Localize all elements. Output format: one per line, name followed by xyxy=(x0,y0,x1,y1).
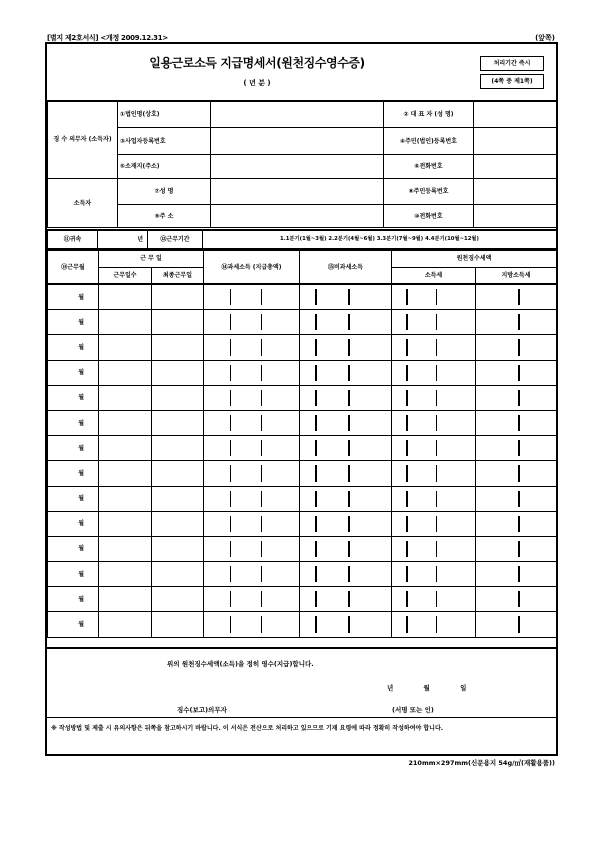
digit-separator xyxy=(261,541,262,557)
signature-field[interactable]: (서명 또는 인) xyxy=(392,706,434,714)
digit-separator xyxy=(230,591,231,607)
digit-separator xyxy=(436,314,437,330)
nontax-cell[interactable] xyxy=(300,284,392,310)
digit-separator xyxy=(406,415,407,431)
digit-separator xyxy=(436,491,437,507)
digit-separator xyxy=(348,314,349,330)
days-last-cell[interactable] xyxy=(152,284,204,310)
income-tax-cell[interactable] xyxy=(392,410,476,435)
pay-cell[interactable] xyxy=(204,536,300,561)
digit-separator xyxy=(261,566,262,582)
nontax-cell[interactable] xyxy=(300,562,392,587)
payer-sign-label: 징수(보고)의무자 xyxy=(177,706,227,714)
table-row xyxy=(48,360,557,385)
days-total-cell[interactable] xyxy=(99,612,152,637)
pay-cell[interactable] xyxy=(204,587,300,612)
earner-phone-field[interactable] xyxy=(474,205,557,228)
income-tax-cell[interactable] xyxy=(392,587,476,612)
digit-separator xyxy=(436,289,437,305)
local-tax-cell[interactable] xyxy=(476,335,557,360)
pay-cell[interactable] xyxy=(204,486,300,511)
digit-separator xyxy=(315,289,316,305)
digit-separator xyxy=(348,465,349,481)
table-row xyxy=(48,461,557,486)
digit-separator xyxy=(348,440,349,456)
year-label: ⑪귀속 xyxy=(48,230,98,248)
digit-separator xyxy=(436,591,437,607)
digit-separator xyxy=(261,314,262,330)
table-row xyxy=(48,536,557,561)
days-last-cell[interactable] xyxy=(152,612,204,637)
days-last-cell[interactable] xyxy=(152,335,204,360)
digit-separator xyxy=(348,541,349,557)
digit-separator xyxy=(261,491,262,507)
digit-separator xyxy=(436,365,437,381)
representative-field[interactable] xyxy=(474,101,557,128)
digit-separator xyxy=(230,440,231,456)
digit-separator xyxy=(436,440,437,456)
info-table xyxy=(47,100,557,228)
days-total-cell[interactable] xyxy=(99,436,152,461)
digit-separator xyxy=(436,516,437,532)
digit-separator xyxy=(436,415,437,431)
business-no-field[interactable] xyxy=(211,128,384,155)
digit-separator xyxy=(518,390,519,406)
digit-separator xyxy=(406,365,407,381)
digit-separator xyxy=(315,541,316,557)
paper-spec: 210mm×297mm(신문용지 54g/㎡(재활용품)) xyxy=(408,759,555,767)
days-total-cell[interactable] xyxy=(99,461,152,486)
digit-separator xyxy=(436,465,437,481)
digit-separator xyxy=(518,365,519,381)
month-cell: 월 xyxy=(48,310,99,335)
phone-field[interactable] xyxy=(474,155,557,179)
digit-separator xyxy=(230,465,231,481)
earner-phone-label: ⑩전화번호 xyxy=(384,205,474,228)
table-row xyxy=(48,587,557,612)
digit-separator xyxy=(406,516,407,532)
digit-separator xyxy=(261,465,262,481)
local-tax-cell[interactable] xyxy=(476,436,557,461)
table-row xyxy=(48,284,557,310)
days-last-cell[interactable] xyxy=(152,511,204,536)
earner-label: 소득자 xyxy=(48,179,118,228)
days-last-cell[interactable] xyxy=(152,536,204,561)
digit-separator xyxy=(230,566,231,582)
digit-separator xyxy=(518,440,519,456)
digit-separator xyxy=(261,591,262,607)
local-tax-cell[interactable] xyxy=(476,385,557,410)
digit-separator xyxy=(406,314,407,330)
days-total-cell[interactable] xyxy=(99,587,152,612)
table-row xyxy=(48,486,557,511)
signature-area xyxy=(47,647,556,719)
digit-separator xyxy=(406,491,407,507)
digit-separator xyxy=(518,491,519,507)
digit-separator xyxy=(230,314,231,330)
digit-separator xyxy=(230,365,231,381)
local-tax-cell[interactable] xyxy=(476,562,557,587)
quarter-label: ⑫근무기간 xyxy=(148,230,203,248)
digit-separator xyxy=(315,314,316,330)
form-title: 일용근로소득 지급명세서(원천징수영수증) xyxy=(149,56,365,70)
digit-separator xyxy=(518,314,519,330)
digit-separator xyxy=(261,516,262,532)
page-indicator: (앞쪽) xyxy=(535,34,555,42)
digit-separator xyxy=(518,289,519,305)
month-cell: 월 xyxy=(48,486,99,511)
form-subtitle: ( 년 분 ) xyxy=(243,79,271,87)
digit-separator xyxy=(406,465,407,481)
digit-separator xyxy=(261,415,262,431)
digit-separator xyxy=(315,390,316,406)
digit-separator xyxy=(315,491,316,507)
income-tax-header: 소득세 xyxy=(392,267,476,284)
table-row xyxy=(48,436,557,461)
digit-separator xyxy=(261,289,262,305)
income-tax-cell[interactable] xyxy=(392,612,476,637)
earner-id-label: ⑧주민등록번호 xyxy=(384,179,474,205)
income-tax-cell[interactable] xyxy=(392,385,476,410)
digit-separator xyxy=(230,289,231,305)
digit-separator xyxy=(230,541,231,557)
days-last-cell[interactable] xyxy=(152,410,204,435)
days-total-cell[interactable] xyxy=(99,335,152,360)
digit-separator xyxy=(518,566,519,582)
month-cell: 월 xyxy=(48,385,99,410)
income-tax-cell[interactable] xyxy=(392,461,476,486)
digit-separator xyxy=(406,339,407,355)
days-total-cell[interactable] xyxy=(99,385,152,410)
digit-separator xyxy=(436,566,437,582)
digit-separator xyxy=(315,566,316,582)
earner-id-field[interactable] xyxy=(474,179,557,205)
local-tax-cell[interactable] xyxy=(476,310,557,335)
days-last-cell[interactable] xyxy=(152,587,204,612)
income-tax-cell[interactable] xyxy=(392,536,476,561)
digit-separator xyxy=(436,390,437,406)
local-tax-cell[interactable] xyxy=(476,284,557,310)
digit-separator xyxy=(406,390,407,406)
digit-separator xyxy=(348,566,349,582)
table-row xyxy=(48,562,557,587)
work-days-header: 근 무 일 xyxy=(99,250,204,267)
table-row xyxy=(48,310,557,335)
digit-separator xyxy=(315,465,316,481)
nontax-cell[interactable] xyxy=(300,310,392,335)
digit-separator xyxy=(518,616,519,632)
month-col-header: ⑬근무월 xyxy=(48,250,99,284)
income-tax-cell[interactable] xyxy=(392,284,476,310)
digit-separator xyxy=(518,516,519,532)
nontax-cell[interactable] xyxy=(300,335,392,360)
table-row xyxy=(48,511,557,536)
local-tax-cell[interactable] xyxy=(476,486,557,511)
digit-separator xyxy=(436,541,437,557)
digit-separator xyxy=(348,491,349,507)
digit-separator xyxy=(315,415,316,431)
pay-cell[interactable] xyxy=(204,360,300,385)
days-total-cell[interactable] xyxy=(99,310,152,335)
digit-separator xyxy=(230,390,231,406)
digit-separator xyxy=(518,591,519,607)
month-cell: 월 xyxy=(48,562,99,587)
digit-separator xyxy=(518,415,519,431)
income-tax-cell[interactable] xyxy=(392,310,476,335)
address-label: ⑤소재지(주소) xyxy=(118,155,211,179)
nontax-cell[interactable] xyxy=(300,511,392,536)
days-total-cell[interactable] xyxy=(99,511,152,536)
income-tax-cell[interactable] xyxy=(392,511,476,536)
nontax-cell[interactable] xyxy=(300,385,392,410)
receipt-statement: 위의 원천징수세액(소득)을 정히 영수(지급)합니다. xyxy=(167,660,314,668)
withholding-form xyxy=(45,42,558,756)
nontax-col-header: ⑮비과세소득 xyxy=(300,250,392,284)
month-cell: 월 xyxy=(48,360,99,385)
days-last-header: 최종근무일 xyxy=(152,267,204,284)
digit-separator xyxy=(406,541,407,557)
earner-name-label: ⑦성 명 xyxy=(118,179,211,205)
table-row xyxy=(48,385,557,410)
digit-separator xyxy=(230,415,231,431)
digit-separator xyxy=(315,591,316,607)
days-last-cell[interactable] xyxy=(152,486,204,511)
income-tax-cell[interactable] xyxy=(392,562,476,587)
address-field[interactable] xyxy=(211,155,384,179)
local-tax-cell[interactable] xyxy=(476,410,557,435)
table-row xyxy=(48,612,557,637)
form-number: [별지 제2호서식] <개정 2009.12.31> xyxy=(47,34,168,42)
month-cell: 월 xyxy=(48,461,99,486)
pay-cell[interactable] xyxy=(204,310,300,335)
digit-separator xyxy=(315,440,316,456)
local-tax-cell[interactable] xyxy=(476,587,557,612)
digit-separator xyxy=(436,616,437,632)
digit-separator xyxy=(436,339,437,355)
nontax-cell[interactable] xyxy=(300,587,392,612)
digit-separator xyxy=(406,566,407,582)
income-tax-cell[interactable] xyxy=(392,486,476,511)
nontax-cell[interactable] xyxy=(300,461,392,486)
days-last-cell[interactable] xyxy=(152,562,204,587)
quarter-options[interactable]: 1.1분기(1월~3월) 2.2분기(4월~6월) 3.3분기(7월~9월) 4.4분기(10월~12월) xyxy=(203,230,557,248)
pay-cell[interactable] xyxy=(204,436,300,461)
pay-col-header: ⑭과세소득 (지급총액) xyxy=(204,250,300,284)
digit-separator xyxy=(315,339,316,355)
digit-separator xyxy=(261,390,262,406)
year-field[interactable]: 년 xyxy=(98,230,148,248)
digit-separator xyxy=(261,440,262,456)
days-last-cell[interactable] xyxy=(152,310,204,335)
days-total-cell[interactable] xyxy=(99,486,152,511)
nontax-cell[interactable] xyxy=(300,536,392,561)
pay-cell[interactable] xyxy=(204,461,300,486)
nontax-cell[interactable] xyxy=(300,410,392,435)
corp-reg-label: ④주민(법인)등록번호 xyxy=(384,128,474,155)
company-name-label: ①법인명(상호) xyxy=(118,101,211,128)
month-cell: 월 xyxy=(48,335,99,360)
digit-separator xyxy=(518,339,519,355)
payer-label: 징 수 의무자 (소득자) xyxy=(48,101,118,179)
digit-separator xyxy=(348,339,349,355)
days-total-header: 근무일수 xyxy=(99,267,152,284)
digit-separator xyxy=(315,616,316,632)
digit-separator xyxy=(315,365,316,381)
digit-separator xyxy=(348,365,349,381)
digit-separator xyxy=(230,339,231,355)
days-total-cell[interactable] xyxy=(99,562,152,587)
local-tax-cell[interactable] xyxy=(476,511,557,536)
month-cell: 월 xyxy=(48,511,99,536)
income-tax-cell[interactable] xyxy=(392,335,476,360)
days-last-cell[interactable] xyxy=(152,436,204,461)
note-text: ※ 작성방법 및 제출 시 유의사항은 뒤쪽을 참고하시기 바랍니다. 이 서식은 전산으로 처리하고 있으므로 기재 요령에 따라 정확히 작성하여야 합니다. xyxy=(51,725,444,732)
digit-separator xyxy=(406,440,407,456)
digit-separator xyxy=(348,289,349,305)
company-name-field[interactable] xyxy=(211,101,384,128)
digit-separator xyxy=(518,541,519,557)
digit-separator xyxy=(348,390,349,406)
date-line[interactable]: 년 월 일 xyxy=(387,684,467,692)
month-cell: 월 xyxy=(48,410,99,435)
digit-separator xyxy=(406,591,407,607)
digit-separator xyxy=(230,616,231,632)
pay-cell[interactable] xyxy=(204,284,300,310)
digit-separator xyxy=(518,465,519,481)
local-tax-header: 지방소득세 xyxy=(476,267,557,284)
period-row xyxy=(47,229,557,249)
digit-separator xyxy=(348,616,349,632)
corp-reg-field[interactable] xyxy=(474,128,557,155)
processing-period-box: 처리기간 즉시 xyxy=(480,56,544,71)
nontax-cell[interactable] xyxy=(300,612,392,637)
nontax-cell[interactable] xyxy=(300,486,392,511)
local-tax-cell[interactable] xyxy=(476,536,557,561)
local-tax-cell[interactable] xyxy=(476,360,557,385)
pay-cell[interactable] xyxy=(204,562,300,587)
notes-section xyxy=(47,717,556,755)
digit-separator xyxy=(261,616,262,632)
income-tax-cell[interactable] xyxy=(392,360,476,385)
earner-address-field[interactable] xyxy=(211,205,384,228)
pay-cell[interactable] xyxy=(204,385,300,410)
digit-separator xyxy=(261,365,262,381)
pay-cell[interactable] xyxy=(204,335,300,360)
digit-separator xyxy=(230,516,231,532)
earner-name-field[interactable] xyxy=(211,179,384,205)
table-row xyxy=(48,335,557,360)
representative-label: ② 대 표 자 (성 명) xyxy=(384,101,474,128)
digit-separator xyxy=(315,516,316,532)
pay-cell[interactable] xyxy=(204,511,300,536)
local-tax-cell[interactable] xyxy=(476,612,557,637)
days-last-cell[interactable] xyxy=(152,360,204,385)
pay-cell[interactable] xyxy=(204,612,300,637)
days-total-cell[interactable] xyxy=(99,536,152,561)
days-total-cell[interactable] xyxy=(99,360,152,385)
month-cell: 월 xyxy=(48,587,99,612)
monthly-table xyxy=(47,249,557,638)
month-cell: 월 xyxy=(48,612,99,637)
days-total-cell[interactable] xyxy=(99,410,152,435)
digit-separator xyxy=(348,591,349,607)
digit-separator xyxy=(406,616,407,632)
month-cell: 월 xyxy=(48,284,99,310)
local-tax-cell[interactable] xyxy=(476,461,557,486)
pay-cell[interactable] xyxy=(204,410,300,435)
business-no-label: ③사업자등록번호 xyxy=(118,128,211,155)
income-tax-cell[interactable] xyxy=(392,436,476,461)
digit-separator xyxy=(348,516,349,532)
nontax-cell[interactable] xyxy=(300,436,392,461)
days-last-cell[interactable] xyxy=(152,461,204,486)
days-last-cell[interactable] xyxy=(152,385,204,410)
withheld-header: 원천징수세액 xyxy=(392,250,557,267)
digit-separator xyxy=(348,415,349,431)
earner-address-label: ⑨주 소 xyxy=(118,205,211,228)
phone-label: ⑥전화번호 xyxy=(384,155,474,179)
digit-separator xyxy=(230,491,231,507)
table-row xyxy=(48,410,557,435)
title-area xyxy=(47,44,556,102)
month-cell: 월 xyxy=(48,436,99,461)
page-count-box: (4쪽 중 제1쪽) xyxy=(480,74,544,89)
days-total-cell[interactable] xyxy=(99,284,152,310)
month-cell: 월 xyxy=(48,536,99,561)
digit-separator xyxy=(406,289,407,305)
nontax-cell[interactable] xyxy=(300,360,392,385)
digit-separator xyxy=(261,339,262,355)
